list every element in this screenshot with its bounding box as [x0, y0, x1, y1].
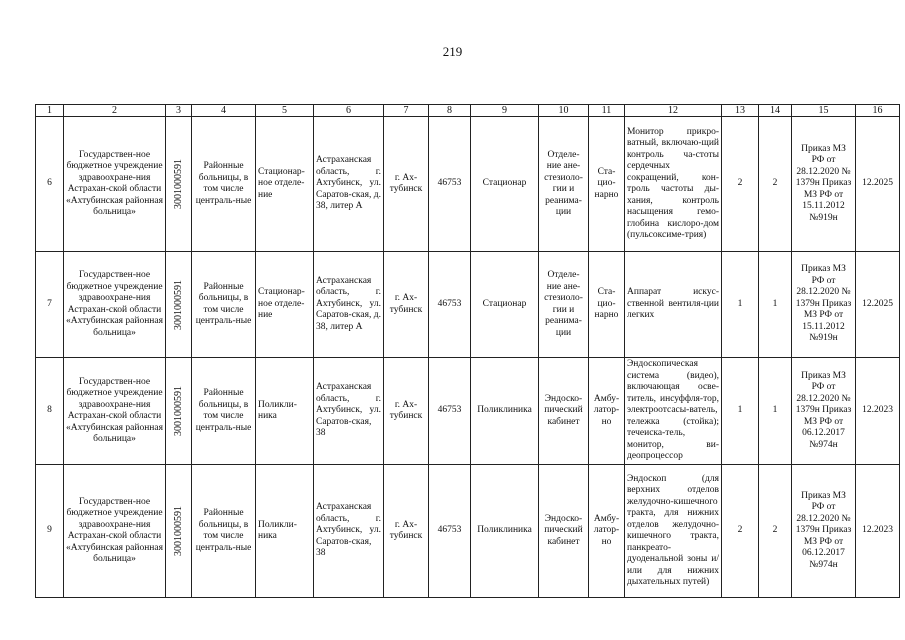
- header-cell: 4: [192, 105, 256, 117]
- equipment-table: [35, 104, 900, 598]
- address: Астраханская область, г. Ахтубинск, ул. Саратов-ская, 38: [314, 465, 384, 598]
- org-code: 3001000591: [172, 506, 184, 556]
- table-row: [36, 358, 900, 465]
- table-row: [36, 117, 900, 252]
- unit-name: Стационар-ное отделе-ние: [256, 252, 314, 358]
- oktmo-code: 46753: [429, 117, 471, 252]
- organization-name: Государствен-ное бюджетное учреждение здравоохране-ния Астрахан-ской области «Ахтубинская районная больница»: [64, 358, 166, 465]
- table-row: [36, 465, 900, 598]
- department: Отделе-ние ане-стезиоло-гии и реанима-ции: [539, 117, 589, 252]
- quantity-14: 1: [759, 252, 792, 358]
- organization-name: Государствен-ное бюджетное учреждение здравоохране-ния Астрахан-ской области «Ахтубинская районная больница»: [64, 117, 166, 252]
- care-kind: Поликлиника: [471, 358, 539, 465]
- header-cell: 8: [429, 105, 471, 117]
- unit-name: Поликли-ника: [256, 358, 314, 465]
- city: г. Ах-тубинск: [384, 465, 429, 598]
- city: г. Ах-тубинск: [384, 358, 429, 465]
- oktmo-code: 46753: [429, 465, 471, 598]
- header-cell: 6: [314, 105, 384, 117]
- equipment: Монитор прикро-ватный, включаю-щий контроль ча-стоты сердечных сокращений, кон-троль частоты ды-хания, контроль насыщения гемо-глобина кислоро-дом (пульсоксиме-трия): [625, 117, 722, 252]
- equipment: Эндоскоп (для верхних отделов желудочно-кишечного тракта, для нижних отделов желудочно-кишечного тракта, панкреато-дуоденальной зоны и/или для нижних дыхательных путей): [625, 465, 722, 598]
- org-code: 3001000591: [172, 386, 184, 436]
- due-date: 12.2023: [856, 358, 900, 465]
- org-code-cell: [166, 358, 192, 465]
- care-mode: Ста-цио-нарно: [589, 117, 625, 252]
- facility-type: Районные больницы, в том числе централь-ные: [192, 117, 256, 252]
- address: Астраханская область, г. Ахтубинск, ул. Саратов-ская, д. 38, литер А: [314, 117, 384, 252]
- organization-name: Государствен-ное бюджетное учреждение здравоохране-ния Астрахан-ской области «Ахтубинская районная больница»: [64, 465, 166, 598]
- row-number: 7: [36, 252, 64, 358]
- row-number: 9: [36, 465, 64, 598]
- order-reference: Приказ МЗ РФ от 28.12.2020 № 1379н Приказ МЗ РФ от 06.12.2017 №974н: [792, 465, 856, 598]
- order-reference: Приказ МЗ РФ от 28.12.2020 № 1379н Приказ МЗ РФ от 15.11.2012 №919н: [792, 117, 856, 252]
- unit-name: Поликли-ника: [256, 465, 314, 598]
- header-cell: 11: [589, 105, 625, 117]
- care-kind: Поликлиника: [471, 465, 539, 598]
- equipment: Аппарат искус-ственной вентиля-ции легких: [625, 252, 722, 358]
- row-number: 6: [36, 117, 64, 252]
- header-cell: 12: [625, 105, 722, 117]
- quantity-14: 2: [759, 117, 792, 252]
- order-reference: Приказ МЗ РФ от 28.12.2020 № 1379н Приказ МЗ РФ от 15.11.2012 №919н: [792, 252, 856, 358]
- department: Эндоско-пический кабинет: [539, 465, 589, 598]
- quantity-13: 2: [722, 117, 759, 252]
- org-code: 3001000591: [172, 159, 184, 209]
- facility-type: Районные больницы, в том числе централь-ные: [192, 252, 256, 358]
- quantity-14: 2: [759, 465, 792, 598]
- header-cell: 10: [539, 105, 589, 117]
- org-code: 3001000591: [172, 279, 184, 330]
- city: г. Ах-тубинск: [384, 252, 429, 358]
- due-date: 12.2023: [856, 465, 900, 598]
- header-cell: 5: [256, 105, 314, 117]
- quantity-13: 2: [722, 465, 759, 598]
- address: Астраханская область, г. Ахтубинск, ул. Саратов-ская, д. 38, литер А: [314, 252, 384, 358]
- header-cell: 3: [166, 105, 192, 117]
- department: Отделе-ние ане-стезиоло-гии и реанима-ции: [539, 252, 589, 358]
- address: Астраханская область, г. Ахтубинск, ул. Саратов-ская, 38: [314, 358, 384, 465]
- table-row: [36, 252, 900, 358]
- department: Эндоско-пический кабинет: [539, 358, 589, 465]
- order-reference: Приказ МЗ РФ от 28.12.2020 № 1379н Приказ МЗ РФ от 06.12.2017 №974н: [792, 358, 856, 465]
- due-date: 12.2025: [856, 117, 900, 252]
- organization-name: Государствен-ное бюджетное учреждение здравоохране-ния Астрахан-ской области «Ахтубинская районная больница»: [64, 252, 166, 358]
- header-cell: 1: [36, 105, 64, 117]
- care-mode: Амбу-латор-но: [589, 358, 625, 465]
- care-kind: Стационар: [471, 252, 539, 358]
- facility-type: Районные больницы, в том числе централь-ные: [192, 465, 256, 598]
- oktmo-code: 46753: [429, 252, 471, 358]
- header-cell: 7: [384, 105, 429, 117]
- org-code-cell: [166, 252, 192, 358]
- page-number: 219: [442, 44, 463, 59]
- oktmo-code: 46753: [429, 358, 471, 465]
- header-cell: 15: [792, 105, 856, 117]
- equipment: Эндоскопическая система (видео), включающая осве-титель, инсуффля-тор, электроотсасы-ватель, тележка (стойка); течеиска-тель, монитор, ви-деопроцессор: [625, 358, 722, 465]
- due-date: 12.2025: [856, 252, 900, 358]
- city: г. Ах-тубинск: [384, 117, 429, 252]
- header-cell: 9: [471, 105, 539, 117]
- header-cell: 16: [856, 105, 900, 117]
- row-number: 8: [36, 358, 64, 465]
- care-kind: Стационар: [471, 117, 539, 252]
- unit-name: Стационар-ное отделе-ние: [256, 117, 314, 252]
- care-mode: Ста-цио-нарно: [589, 252, 625, 358]
- quantity-13: 1: [722, 252, 759, 358]
- header-cell: 2: [64, 105, 166, 117]
- header-row: [36, 105, 900, 117]
- header-cell: 13: [722, 105, 759, 117]
- quantity-13: 1: [722, 358, 759, 465]
- header-cell: 14: [759, 105, 792, 117]
- org-code-cell: [166, 117, 192, 252]
- quantity-14: 1: [759, 358, 792, 465]
- facility-type: Районные больницы, в том числе централь-ные: [192, 358, 256, 465]
- care-mode: Амбу-латор-но: [589, 465, 625, 598]
- org-code-cell: [166, 465, 192, 598]
